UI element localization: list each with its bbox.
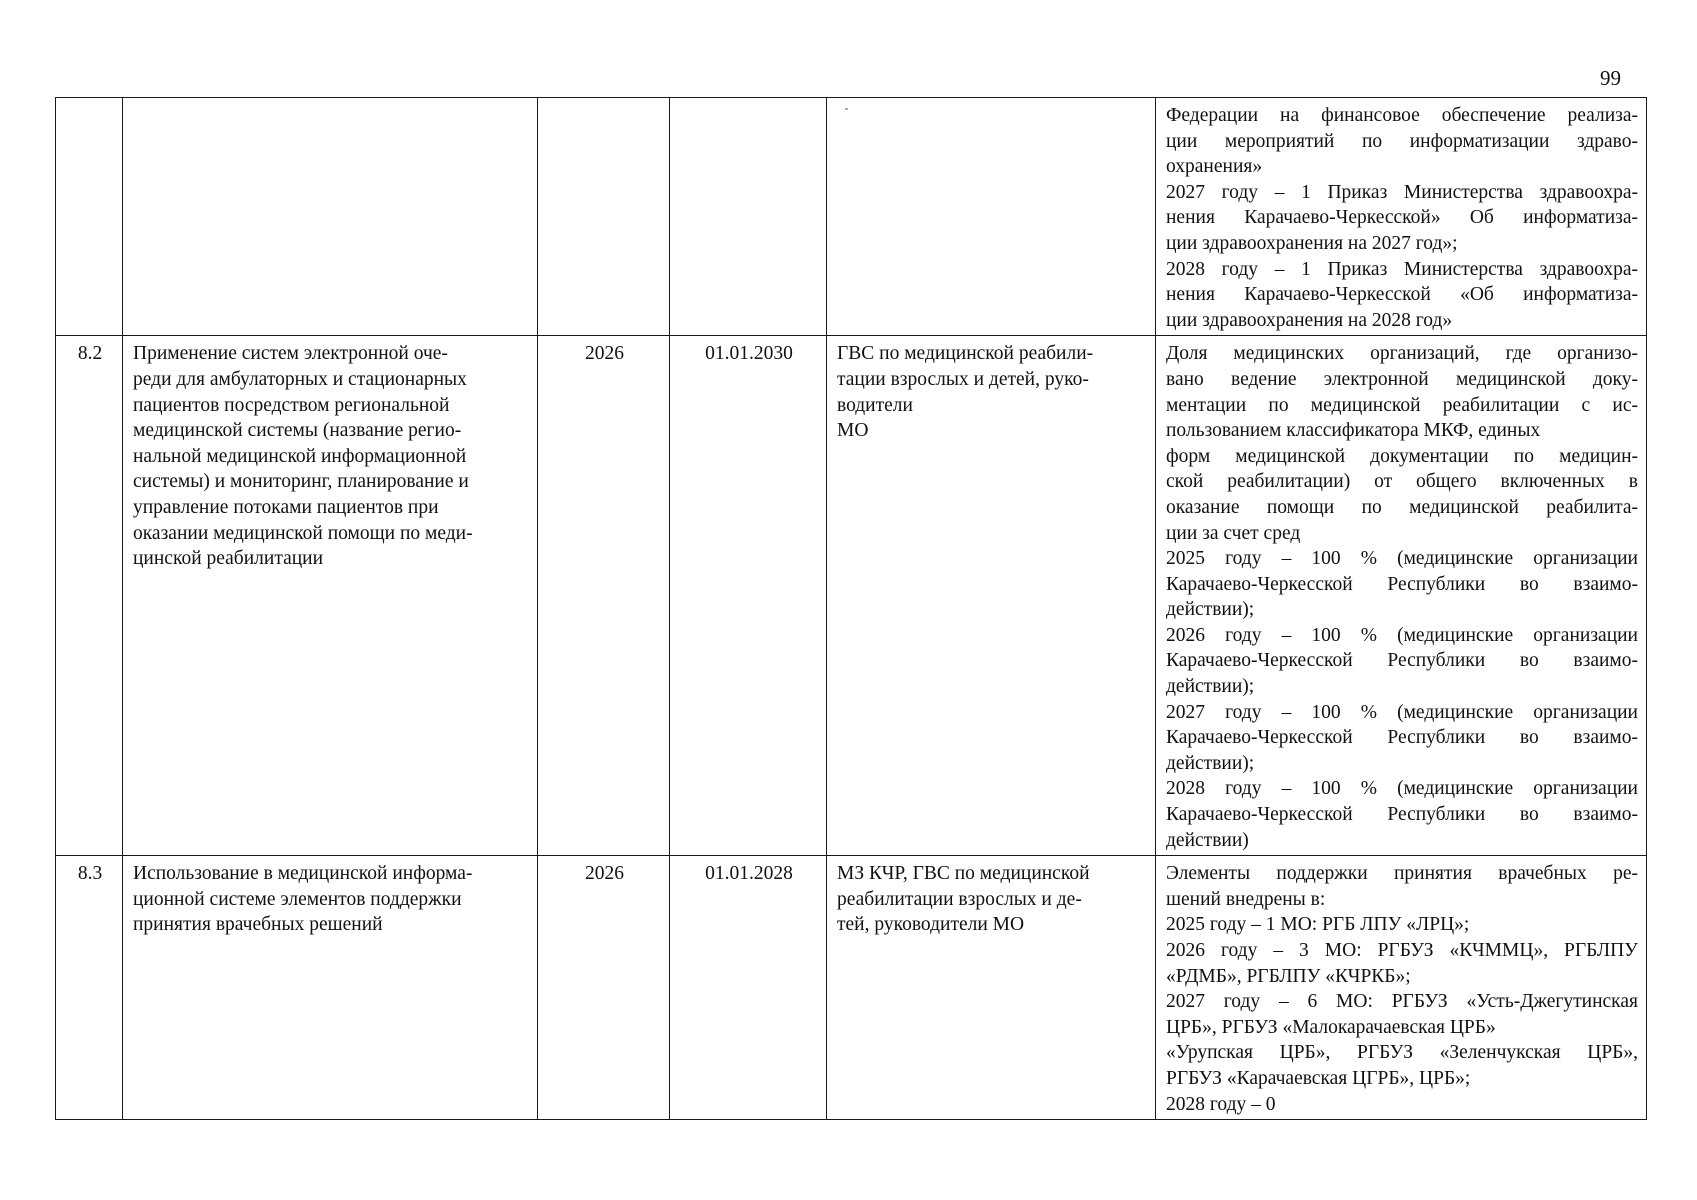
cell-line: действии); [1166, 752, 1255, 774]
start-year-cell [538, 336, 670, 856]
table-row [56, 98, 1647, 336]
cell-line: Федерации на финансовое обеспечение реализа- [1166, 105, 1638, 126]
row-number-cell [56, 856, 123, 1120]
cell-line: 2025 году – 1 МО: РГБ ЛПУ «ЛРЦ»; [1166, 914, 1470, 936]
cell-line: Элементы поддержки принятия врачебных ре- [1166, 863, 1638, 885]
cell-line: Карачаево-Черкесской Республики во взаимо- [1166, 804, 1638, 826]
cell-line: водители [837, 394, 913, 416]
cell-line: 2026 году – 100 % (медицинские организации [1166, 624, 1638, 646]
cell-line: 2027 году – 6 МО: РГБУЗ «Усть-Джегутинская [1166, 991, 1638, 1013]
plan-table [55, 97, 1647, 1120]
cell-line: Доля медицинских организаций, где организо- [1166, 343, 1638, 365]
cell-line: цинской реабилитации [133, 548, 324, 570]
cell-line: пользованием классификатора МКФ, единых [1166, 420, 1541, 442]
end-date: 01.01.2028 [705, 863, 793, 885]
activity-cell [123, 856, 538, 1120]
cell-line: ской реабилитации) от общего включенных в [1166, 471, 1638, 493]
cell-line: ции за счет сред [1166, 522, 1301, 544]
indicator-cell [1156, 856, 1647, 1120]
cell-line: 2027 году – 100 % (медицинские организации [1166, 701, 1638, 723]
start-year-cell [538, 98, 670, 336]
responsible-cell [827, 856, 1156, 1120]
cell-line: действии); [1166, 676, 1255, 698]
start-year: 2026 [585, 343, 624, 365]
cell-line: ции здравоохранения на 2028 год» [1166, 309, 1453, 331]
cell-line: ГВС по медицинской реабили- [837, 343, 1094, 365]
cell-line: 2028 году – 0 [1166, 1093, 1276, 1115]
cell-line: нения Карачаево-Черкесской» Об информатиза- [1166, 207, 1638, 229]
activity-cell [123, 336, 538, 856]
cell-line: тей, руководители МО [837, 914, 1025, 936]
cell-line: ционной системе элементов поддержки [133, 888, 462, 910]
table-row [56, 856, 1647, 1120]
row-number: 8.2 [77, 343, 103, 365]
cell-line: шений внедрены в: [1166, 888, 1326, 910]
cell-line: управление потоками пациентов при [133, 496, 439, 518]
cell-line: ментации по медицинской реабилитации с ис- [1166, 394, 1638, 416]
cell-line: ции мероприятий по информатизации здраво- [1166, 130, 1638, 152]
cell-line: МО [837, 420, 869, 442]
cell-line: охранения» [1166, 156, 1263, 178]
cell-line: ЦРБ», РГБУЗ «Малокарачаевская ЦРБ» [1166, 1016, 1496, 1038]
cell-line: 2028 году – 1 Приказ Министерства здравоохра- [1166, 258, 1638, 280]
cell-line: оказание помощи по медицинской реабилита- [1166, 496, 1638, 518]
end-date-cell [670, 336, 827, 856]
cell-line: тации взрослых и детей, руко- [837, 368, 1089, 390]
cell-line: ции здравоохранения на 2027 год»; [1166, 232, 1458, 254]
cell-line: 2025 году – 100 % (медицинские организации [1166, 548, 1638, 570]
indicator-cell [1156, 98, 1647, 336]
cell-line: Карачаево-Черкесской Республики во взаимо- [1166, 573, 1638, 595]
activity-cell [123, 98, 538, 336]
cell-line: «Урупская ЦРБ», РГБУЗ «Зеленчукская ЦРБ», [1166, 1042, 1638, 1064]
cell-line: Использование в медицинской информа- [133, 863, 473, 885]
cell-line: Карачаево-Черкесской Республики во взаимо- [1166, 650, 1638, 672]
cell-line: вано ведение электронной медицинской доку- [1166, 368, 1638, 390]
end-date-cell [670, 856, 827, 1120]
end-date-cell [670, 98, 827, 336]
responsible-cell [827, 98, 1156, 336]
cell-line: принятия врачебных решений [133, 914, 383, 936]
cell-line: действии); [1166, 599, 1255, 621]
cell-line: нения Карачаево-Черкесской «Об информатиза- [1166, 284, 1638, 306]
cell-line: Карачаево-Черкесской Республики во взаимо- [1166, 727, 1638, 749]
cell-line: 2028 году – 100 % (медицинские организации [1166, 778, 1638, 800]
cell-line: пациентов посредством региональной [133, 394, 450, 416]
end-date: 01.01.2030 [705, 343, 793, 365]
cell-line: реабилитации взрослых и де- [837, 888, 1082, 910]
cell-line: оказании медицинской помощи по меди- [133, 522, 473, 544]
cell-line: МЗ КЧР, ГВС по медицинской [837, 863, 1090, 885]
responsible-cell [827, 336, 1156, 856]
cell-line: 2027 году – 1 Приказ Министерства здравоохра- [1166, 181, 1638, 203]
cell-line: 2026 году – 3 МО: РГБУЗ «КЧММЦ», РГБЛПУ [1166, 940, 1638, 961]
cell-line: медицинской системы (название регио- [133, 420, 462, 442]
cell-line: форм медицинской документации по медицин- [1166, 445, 1638, 467]
cell-line: РГБУЗ «Карачаевская ЦГРБ», ЦРБ»; [1166, 1067, 1471, 1089]
cell-line: реди для амбулаторных и стационарных [133, 368, 467, 390]
table-body [56, 98, 1647, 1120]
cell-line: «РДМБ», РГБЛПУ «КЧРКБ»; [1166, 965, 1411, 987]
cell-line: Применение систем электронной оче- [133, 343, 448, 365]
indicator-cell [1156, 336, 1647, 856]
row-number-cell [56, 336, 123, 856]
page-number: 99 [1600, 66, 1621, 90]
row-number-cell [56, 98, 123, 336]
cell-line: действии) [1166, 829, 1249, 851]
table-row [56, 336, 1647, 856]
cell-line: системы) и мониторинг, планирование и [133, 471, 469, 493]
start-year: 2026 [585, 863, 624, 885]
start-year-cell [538, 856, 670, 1120]
row-number: 8.3 [77, 863, 103, 885]
cell-line: нальной медицинской информационной [133, 445, 467, 467]
